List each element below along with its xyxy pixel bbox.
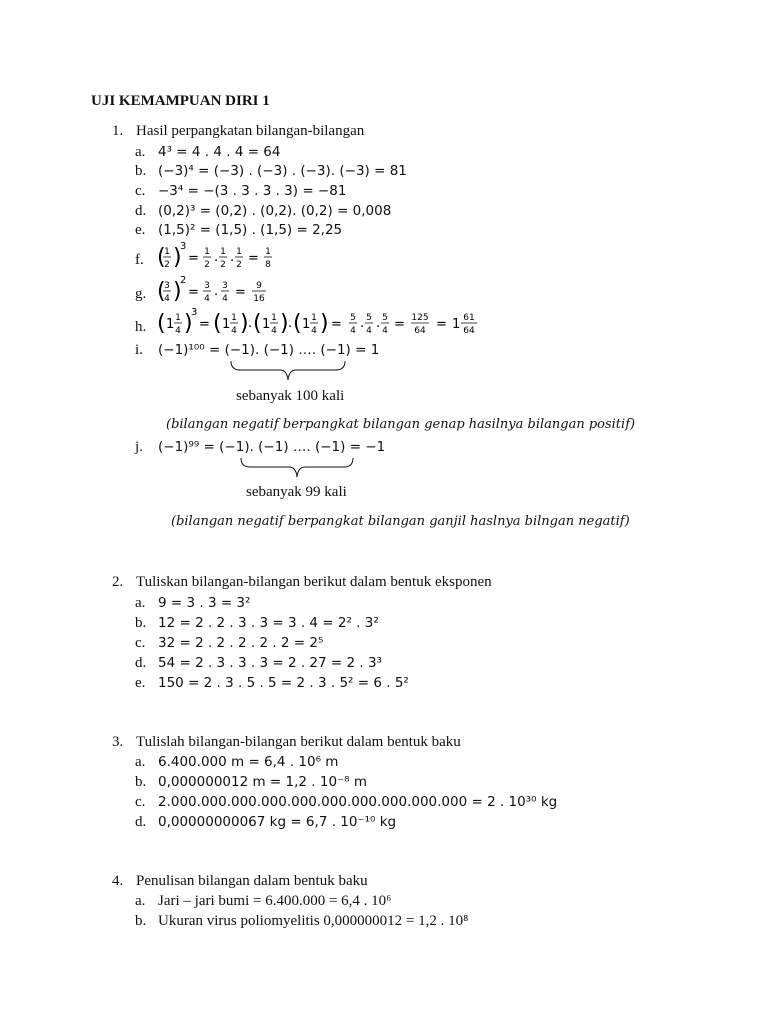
svg-text:=: = xyxy=(188,251,199,266)
svg-text:3: 3 xyxy=(204,281,210,291)
q1g-letter: g. xyxy=(135,286,147,302)
svg-text:4: 4 xyxy=(350,326,356,336)
svg-text:(: ( xyxy=(213,311,222,336)
q2b-expression: 12 = 2 . 2 . 3 . 3 = 3 . 4 = 2² . 3² xyxy=(158,615,379,631)
svg-text:3: 3 xyxy=(191,307,198,318)
q1c-letter: c. xyxy=(135,183,146,199)
svg-text:4: 4 xyxy=(366,326,372,336)
q1-number: 1. xyxy=(112,123,124,139)
svg-text:1: 1 xyxy=(164,247,170,257)
svg-text:1: 1 xyxy=(204,247,210,257)
svg-text:1: 1 xyxy=(311,313,317,323)
q1b-letter: b. xyxy=(135,163,147,179)
page-title: UJI KEMAMPUAN DIRI 1 xyxy=(91,93,270,109)
q4b-text: Ukuran virus poliomyelitis 0,000000012 = 1,2 . 10⁸ xyxy=(158,913,469,929)
svg-text:.: . xyxy=(288,316,293,331)
svg-text:(: ( xyxy=(157,311,166,336)
svg-text:4: 4 xyxy=(382,326,388,336)
q3-heading: Tulislah bilangan-bilangan berikut dalam bentuk baku xyxy=(136,734,461,750)
svg-text:=: = xyxy=(188,285,199,300)
q1g-expression xyxy=(155,274,275,310)
q1i-letter: i. xyxy=(135,342,143,358)
svg-text:61: 61 xyxy=(463,313,475,323)
q2e-expression: 150 = 2 . 3 . 5 . 5 = 2 . 3 . 5² = 6 . 5² xyxy=(158,675,409,691)
svg-text:=: = xyxy=(394,317,405,332)
svg-text:2: 2 xyxy=(164,260,170,270)
svg-text:4: 4 xyxy=(231,326,237,336)
q2-heading: Tuliskan bilangan-bilangan berikut dalam bentuk eksponen xyxy=(136,574,492,590)
q1-heading: Hasil perpangkatan bilangan-bilangan xyxy=(136,123,365,139)
svg-text:5: 5 xyxy=(350,313,356,323)
q3-number: 3. xyxy=(112,734,124,750)
svg-text:): ) xyxy=(173,279,182,304)
svg-text:1: 1 xyxy=(452,317,461,332)
svg-text:3: 3 xyxy=(180,241,187,252)
q4-heading: Penulisan bilangan dalam bentuk baku xyxy=(136,873,368,889)
svg-text:.: . xyxy=(360,316,365,331)
q3c-expression: 2.000.000.000.000.000.000.000.000.000.000 = 2 . 10³⁰ kg xyxy=(158,794,558,810)
q2d-letter: d. xyxy=(135,655,147,671)
q4b-letter: b. xyxy=(135,913,147,929)
q2b-letter: b. xyxy=(135,615,147,631)
svg-text:2: 2 xyxy=(180,275,187,286)
svg-text:1: 1 xyxy=(220,247,226,257)
svg-text:9: 9 xyxy=(256,281,262,291)
svg-text:=: = xyxy=(436,317,447,332)
svg-text:3: 3 xyxy=(164,281,170,291)
q1j-letter: j. xyxy=(135,439,143,455)
q2c-expression: 32 = 2 . 2 . 2 . 2 . 2 = 2⁵ xyxy=(158,635,324,651)
svg-text:(: ( xyxy=(157,279,166,304)
q2c-letter: c. xyxy=(135,635,146,651)
svg-text:8: 8 xyxy=(265,260,271,270)
svg-text:(: ( xyxy=(293,311,302,336)
q2e-letter: e. xyxy=(135,675,146,691)
svg-text:): ) xyxy=(184,311,193,336)
svg-text:=: = xyxy=(331,317,342,332)
svg-text:2: 2 xyxy=(204,260,210,270)
svg-text:5: 5 xyxy=(366,313,372,323)
svg-text:): ) xyxy=(320,311,329,336)
svg-text:16: 16 xyxy=(253,294,265,304)
q1b-expression: (−3)⁴ = (−3) . (−3) . (−3). (−3) = 81 xyxy=(158,163,407,179)
svg-text:4: 4 xyxy=(175,326,181,336)
q1d-letter: d. xyxy=(135,203,147,219)
svg-text:): ) xyxy=(280,311,289,336)
svg-text:1: 1 xyxy=(222,317,231,332)
q1j-brace-label: sebanyak 99 kali xyxy=(246,484,347,500)
svg-text:64: 64 xyxy=(463,326,475,336)
q2a-letter: a. xyxy=(135,595,146,611)
svg-text:64: 64 xyxy=(414,326,426,336)
svg-text:=: = xyxy=(199,317,210,332)
q1i-expression: (−1)¹⁰⁰ = (−1). (−1) …. (−1) = 1 xyxy=(158,342,380,358)
svg-text:2: 2 xyxy=(220,260,226,270)
svg-text:.: . xyxy=(214,250,219,265)
svg-text:(: ( xyxy=(157,245,166,270)
q1h-letter: h. xyxy=(135,319,147,335)
svg-text:): ) xyxy=(240,311,249,336)
q1i-underbrace xyxy=(230,360,346,384)
svg-text:.: . xyxy=(376,316,381,331)
q1d-expression: (0,2)³ = (0,2) . (0,2). (0,2) = 0,008 xyxy=(158,203,392,219)
q1j-note: (bilangan negatif berpangkat bilangan ganjil haslnya bilngan negatif) xyxy=(171,514,630,529)
svg-text:125: 125 xyxy=(411,313,429,323)
q3b-letter: b. xyxy=(135,774,147,790)
svg-text:1: 1 xyxy=(262,317,271,332)
svg-text:3: 3 xyxy=(222,281,228,291)
svg-text:.: . xyxy=(214,284,219,299)
q1c-expression: −3⁴ = −(3 . 3 . 3 . 3) = −81 xyxy=(158,183,347,199)
q1e-expression: (1,5)² = (1,5) . (1,5) = 2,25 xyxy=(158,222,343,238)
q2a-expression: 9 = 3 . 3 = 3² xyxy=(158,595,251,611)
svg-text:4: 4 xyxy=(222,294,228,304)
svg-text:1: 1 xyxy=(302,317,311,332)
q1i-brace-label: sebanyak 100 kali xyxy=(236,388,345,404)
svg-text:.: . xyxy=(248,316,253,331)
svg-text:1: 1 xyxy=(166,317,175,332)
q3c-letter: c. xyxy=(135,794,146,810)
svg-text:.: . xyxy=(230,250,235,265)
q1f-expression xyxy=(155,240,285,276)
svg-text:4: 4 xyxy=(164,294,170,304)
q2d-expression: 54 = 2 . 3 . 3 . 3 = 2 . 27 = 2 . 3³ xyxy=(158,655,382,671)
svg-text:4: 4 xyxy=(271,326,277,336)
q3a-letter: a. xyxy=(135,754,146,770)
q4a-text: Jari – jari bumi = 6.400.000 = 6,4 . 10⁶ xyxy=(158,893,392,909)
q3d-letter: d. xyxy=(135,814,147,830)
q1h-expression xyxy=(155,306,495,342)
svg-text:4: 4 xyxy=(204,294,210,304)
q1i-note: (bilangan negatif berpangkat bilangan genap hasilnya bilangan positif) xyxy=(166,417,636,432)
q3a-expression: 6.400.000 m = 6,4 . 10⁶ m xyxy=(158,754,339,770)
q1e-letter: e. xyxy=(135,222,146,238)
svg-text:=: = xyxy=(248,251,259,266)
q4a-letter: a. xyxy=(135,893,146,909)
svg-text:=: = xyxy=(235,285,246,300)
q1j-underbrace xyxy=(240,457,354,481)
q1a-expression: 4³ = 4 . 4 . 4 = 64 xyxy=(158,144,281,160)
q2-number: 2. xyxy=(112,574,124,590)
svg-text:2: 2 xyxy=(236,260,242,270)
q4-number: 4. xyxy=(112,873,124,889)
q1a-letter: a. xyxy=(135,144,146,160)
svg-text:4: 4 xyxy=(311,326,317,336)
svg-text:): ) xyxy=(173,245,182,270)
svg-text:5: 5 xyxy=(382,313,388,323)
svg-text:1: 1 xyxy=(265,247,271,257)
svg-text:(: ( xyxy=(253,311,262,336)
q3d-expression: 0,00000000067 kg = 6,7 . 10⁻¹⁰ kg xyxy=(158,814,397,830)
svg-text:1: 1 xyxy=(175,313,181,323)
svg-text:1: 1 xyxy=(231,313,237,323)
q3b-expression: 0,000000012 m = 1,2 . 10⁻⁸ m xyxy=(158,774,368,790)
q1f-letter: f. xyxy=(135,252,144,268)
svg-text:1: 1 xyxy=(236,247,242,257)
q1j-expression: (−1)⁹⁹ = (−1). (−1) …. (−1) = −1 xyxy=(158,439,386,455)
svg-text:1: 1 xyxy=(271,313,277,323)
